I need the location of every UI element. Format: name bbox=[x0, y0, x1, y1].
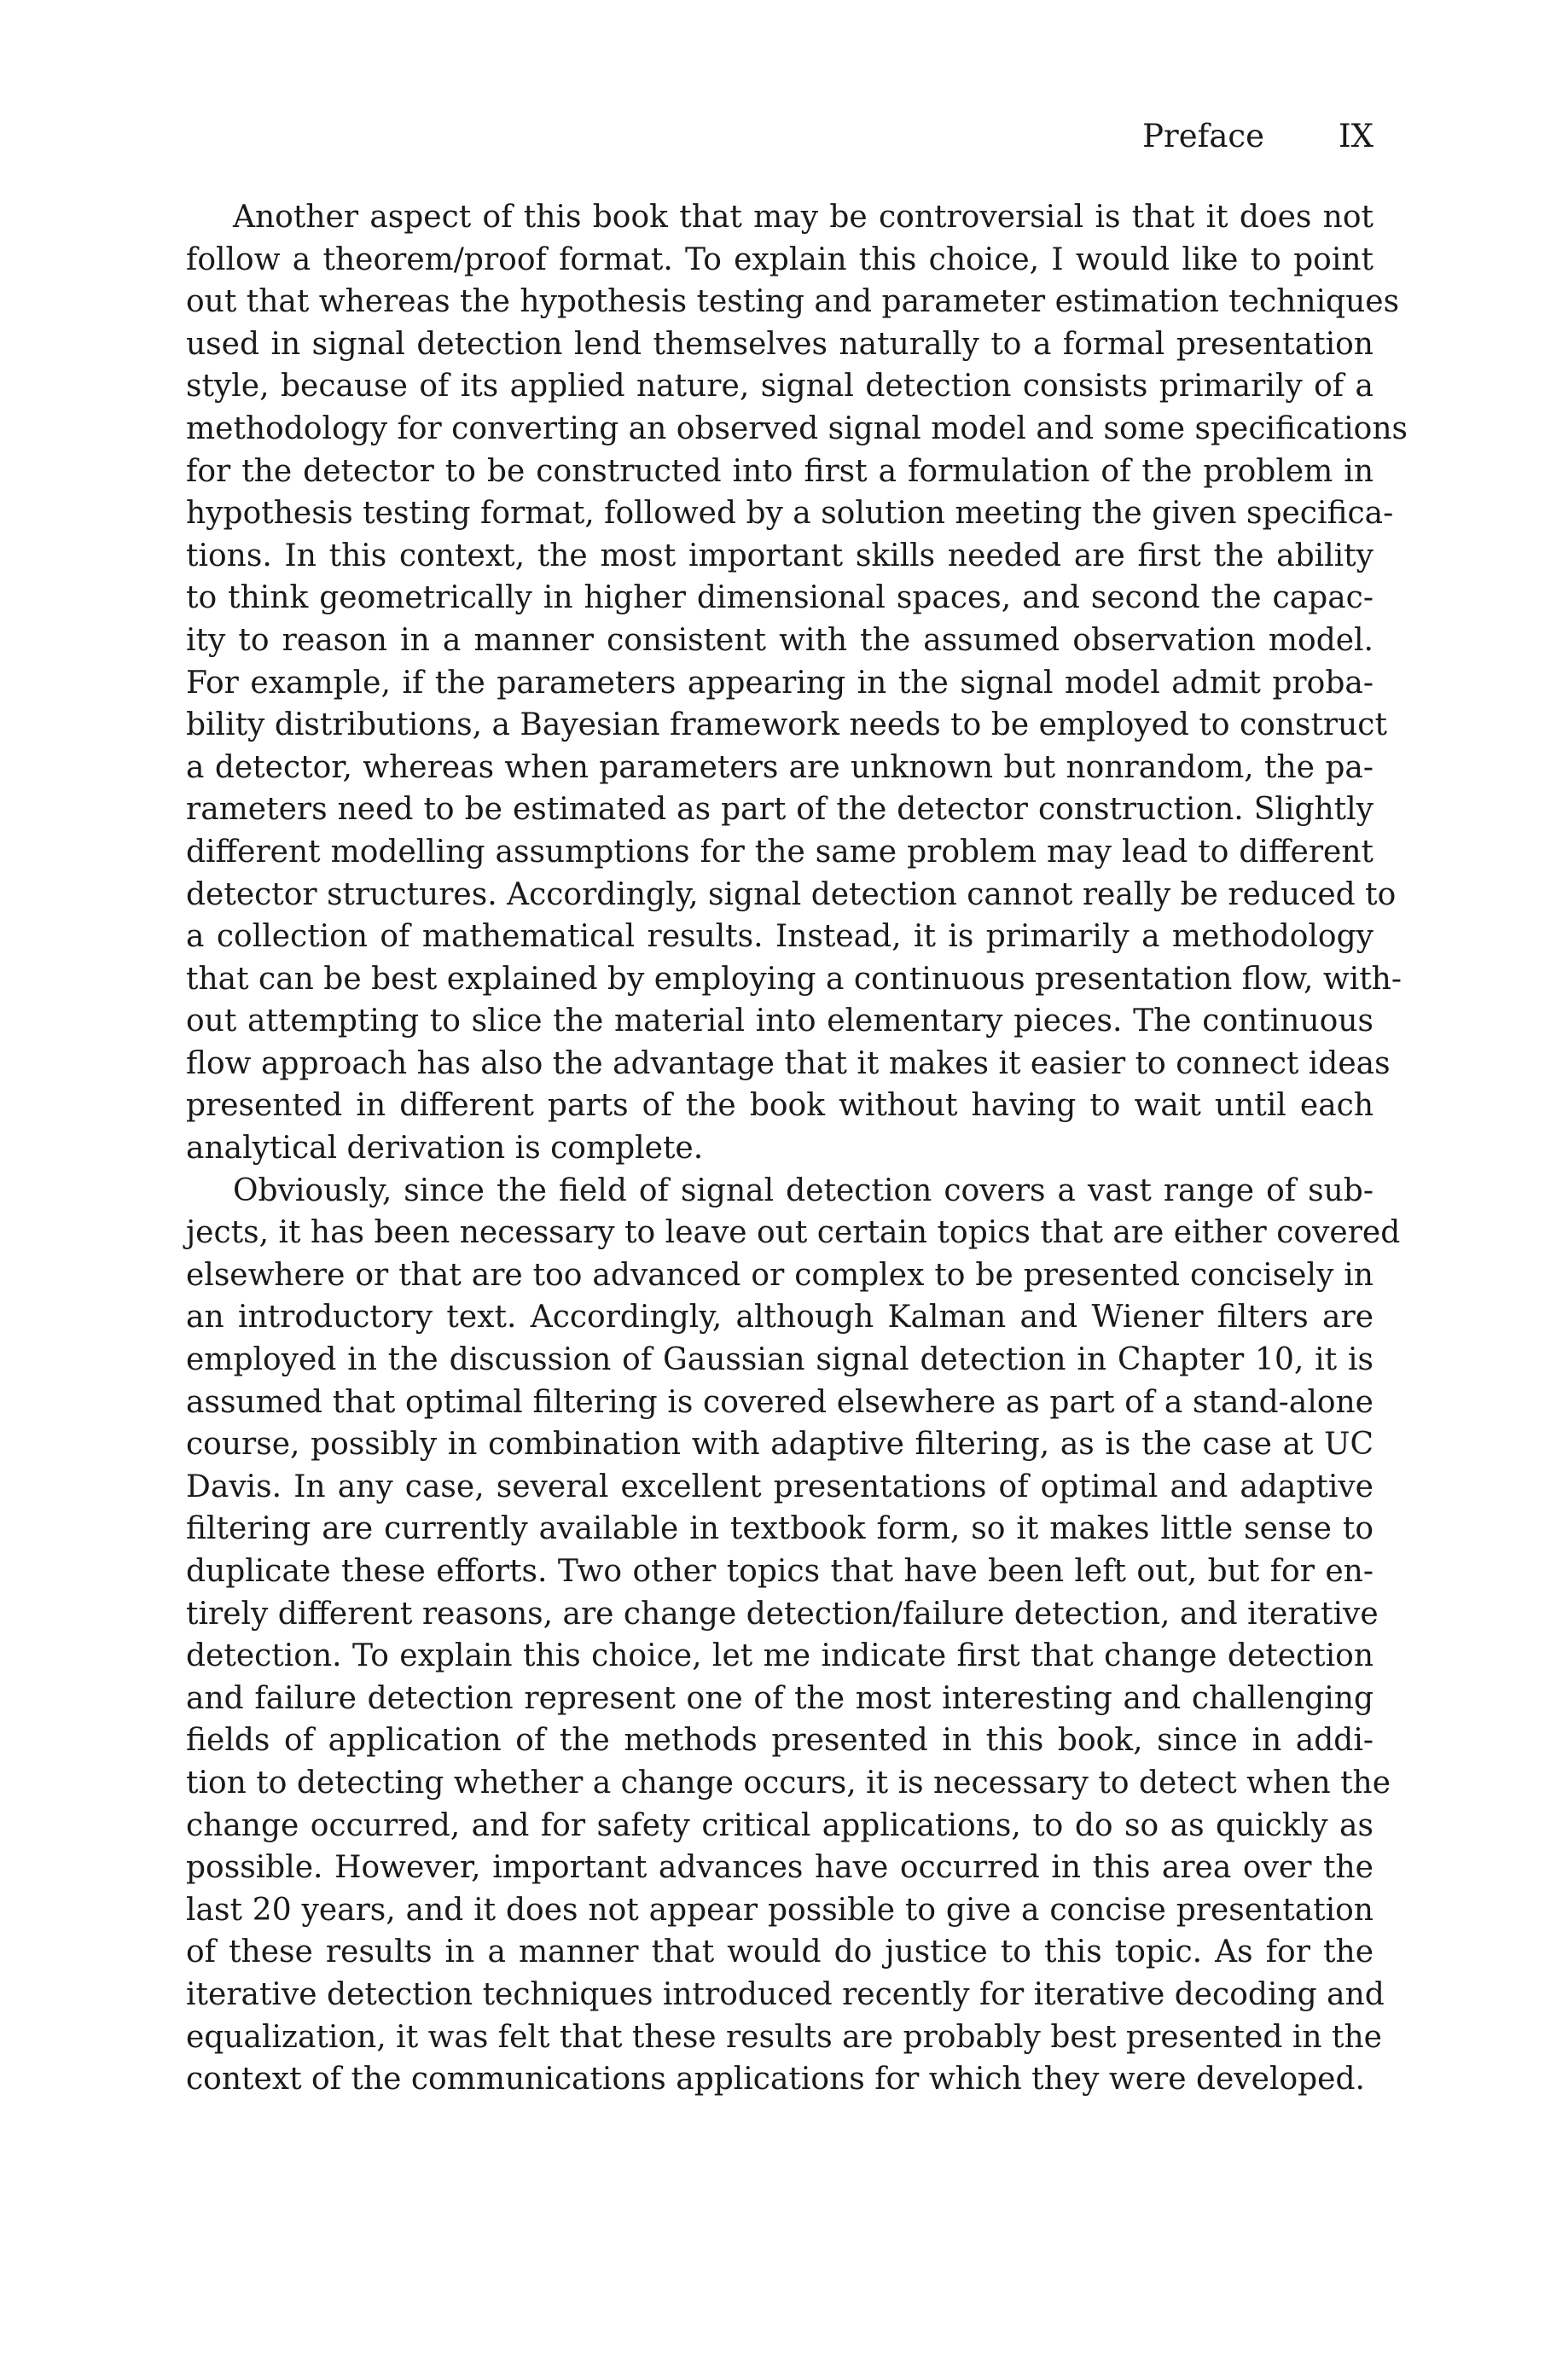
text-line: tions. In this context, the most important skills needed are first the ability bbox=[186, 538, 1373, 573]
text-line: a detector, whereas when parameters are unknown but nonrandom, the pa- bbox=[186, 749, 1373, 785]
text-line: rameters need to be estimated as part of the detector construction. Slightly bbox=[186, 792, 1373, 828]
text-line: of these results in a manner that would do justice to this topic. As for the bbox=[186, 1935, 1373, 1970]
text-line: out that whereas the hypothesis testing and parameter estimation techniques bbox=[186, 284, 1400, 320]
body-text bbox=[186, 196, 1408, 2101]
text-line: methodology for converting an observed signal model and some specifications bbox=[186, 410, 1408, 446]
text-line: filtering are currently available in textbook form, so it makes little sense to bbox=[186, 1511, 1373, 1547]
text-line: Another aspect of this book that may be controversial is that it does not bbox=[233, 200, 1373, 235]
text-line: hypothesis testing format, followed by a solution meeting the given specifica- bbox=[186, 496, 1394, 532]
page-number: IX bbox=[1339, 118, 1373, 154]
text-line: analytical derivation is complete. bbox=[186, 1131, 704, 1167]
text-line: last 20 years, and it does not appear possible to give a concise presentation bbox=[186, 1892, 1373, 1928]
text-line: iterative detection techniques introduced recently for iterative decoding and bbox=[186, 1976, 1385, 2012]
text-line: Davis. In any case, several excellent presentations of optimal and adaptive bbox=[186, 1469, 1373, 1504]
text-line: that can be best explained by employing a continuous presentation flow, with- bbox=[186, 961, 1402, 997]
text-line: and failure detection represent one of the most interesting and challenging bbox=[186, 1680, 1373, 1716]
paragraph bbox=[186, 1170, 1401, 2101]
text-line: context of the communications applications for which they were developed. bbox=[186, 2062, 1365, 2097]
text-line: used in signal detection lend themselves naturally to a formal presentation bbox=[186, 326, 1373, 362]
text-line: jects, it has been necessary to leave out certain topics that are either covered bbox=[186, 1215, 1401, 1251]
text-line: ity to reason in a manner consistent with the assumed observation model. bbox=[186, 622, 1373, 658]
text-line: fields of application of the methods presented in this book, since in addi- bbox=[186, 1723, 1373, 1759]
text-line: elsewhere or that are too advanced or complex to be presented concisely in bbox=[186, 1257, 1373, 1293]
text-line: detector structures. Accordingly, signal detection cannot really be reduced to bbox=[186, 876, 1397, 912]
text-line: a collection of mathematical results. Instead, it is primarily a methodology bbox=[186, 919, 1373, 955]
text-line: tion to detecting whether a change occurs, it is necessary to detect when the bbox=[186, 1765, 1391, 1801]
text-line: out attempting to slice the material into elementary pieces. The continuous bbox=[186, 1004, 1373, 1039]
text-line: duplicate these efforts. Two other topics that have been left out, but for en- bbox=[186, 1554, 1373, 1589]
text-line: For example, if the parameters appearing in the signal model admit proba- bbox=[186, 665, 1373, 701]
text-line: an introductory text. Accordingly, although Kalman and Wiener filters are bbox=[186, 1300, 1373, 1335]
text-line: to think geometrically in higher dimensional spaces, and second the capac- bbox=[186, 580, 1373, 616]
text-line: equalization, it was felt that these results are probably best presented in the bbox=[186, 2019, 1382, 2055]
text-line: different modelling assumptions for the same problem may lead to different bbox=[186, 834, 1373, 870]
text-line: detection. To explain this choice, let me indicate first that change detection bbox=[186, 1638, 1373, 1674]
text-line: bility distributions, a Bayesian framework needs to be employed to construct bbox=[186, 707, 1387, 743]
text-line: employed in the discussion of Gaussian signal detection in Chapter 10, it is bbox=[186, 1342, 1373, 1378]
text-line: style, because of its applied nature, signal detection consists primarily of a bbox=[186, 369, 1373, 404]
text-line: tirely different reasons, are change detection/failure detection, and iterative bbox=[186, 1596, 1379, 1632]
running-head bbox=[186, 118, 1373, 160]
text-line: follow a theorem/proof format. To explain this choice, I would like to point bbox=[186, 241, 1373, 277]
text-line: course, possibly in combination with adaptive filtering, as is the case at UC bbox=[186, 1427, 1373, 1463]
text-line: presented in different parts of the book without having to wait until each bbox=[186, 1088, 1373, 1124]
text-line: for the detector to be constructed into first a formulation of the problem in bbox=[186, 453, 1373, 489]
text-line: change occurred, and for safety critical applications, to do so as quickly as bbox=[186, 1807, 1373, 1843]
running-head-section: Preface bbox=[1142, 118, 1264, 154]
text-line: assumed that optimal filtering is covered elsewhere as part of a stand-alone bbox=[186, 1384, 1373, 1420]
text-line: Obviously, since the field of signal detection covers a vast range of sub- bbox=[233, 1172, 1373, 1208]
text-line: possible. However, important advances have occurred in this area over the bbox=[186, 1850, 1373, 1886]
paragraph bbox=[186, 196, 1408, 1170]
text-line: flow approach has also the advantage that it makes it easier to connect ideas bbox=[186, 1045, 1391, 1081]
